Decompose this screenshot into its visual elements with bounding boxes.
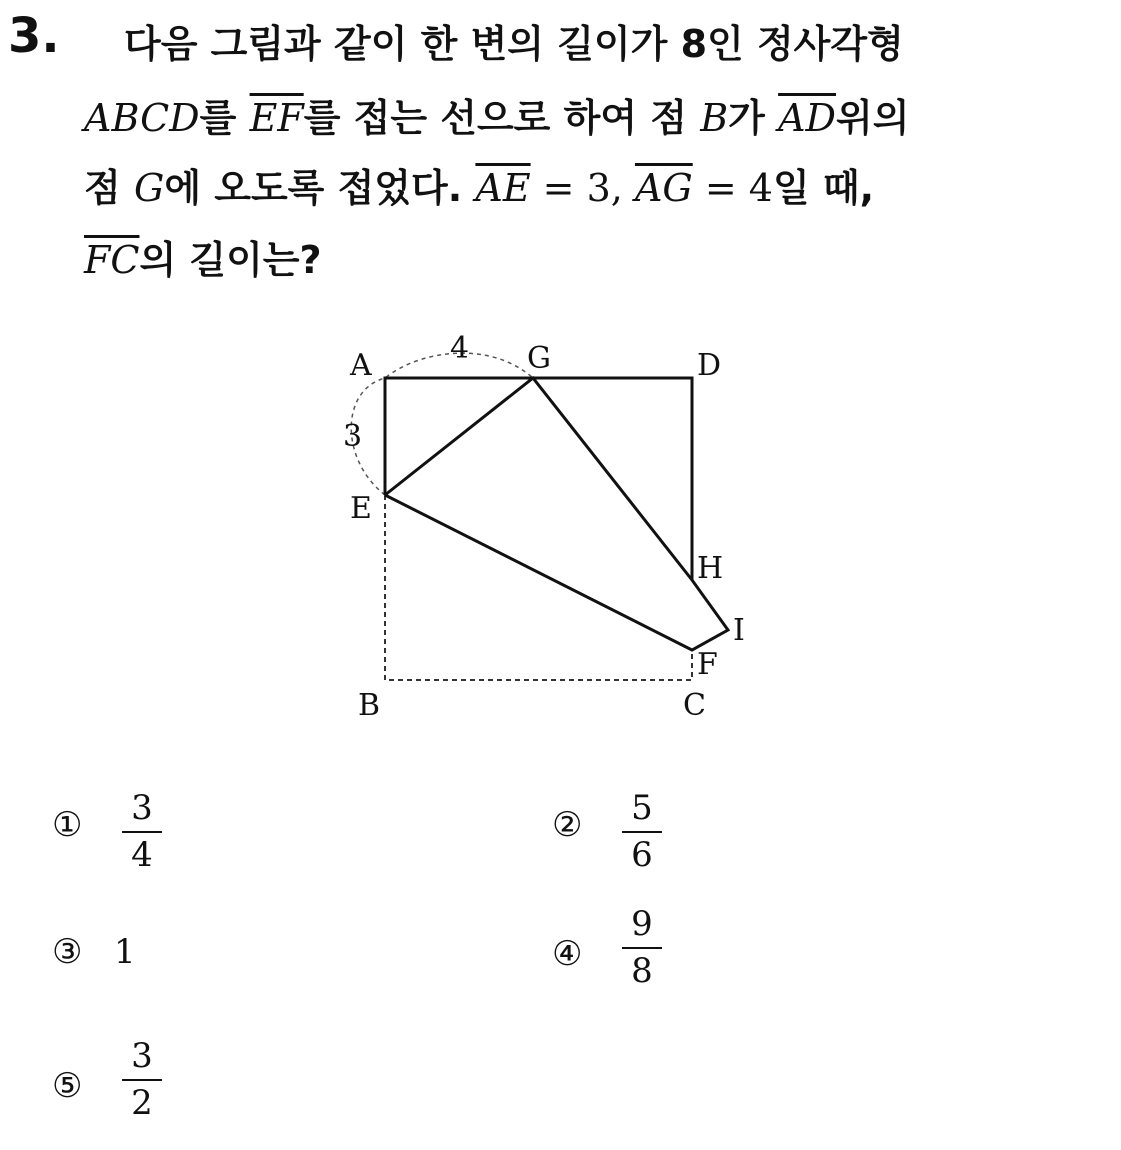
label-e: E [350, 491, 372, 526]
question-line-1: 다음 그림과 같이 한 변의 길이가 8인 정사각형 [124, 22, 904, 66]
square-edges [385, 378, 692, 580]
choice-1[interactable] [52, 790, 252, 880]
fraction [622, 790, 662, 875]
choice-5[interactable] [52, 1038, 252, 1128]
label-h: H [697, 551, 724, 586]
folded-square-figure [300, 320, 780, 740]
choice-2[interactable] [552, 790, 752, 880]
question-line-4 [84, 238, 322, 284]
math-ag-segment: $\overline{AG}$ [634, 166, 693, 210]
label-length-3: 3 [343, 419, 363, 454]
text-segment: 를 [199, 96, 250, 140]
fraction [122, 790, 162, 875]
label-g: G [527, 341, 551, 376]
numerator: 3 [131, 788, 153, 828]
text-segment: 점 [84, 166, 134, 210]
fraction [622, 906, 662, 991]
math-ef-segment: $\overline{EF}$ [249, 96, 304, 140]
text-segment: 위의 [836, 96, 910, 140]
text-segment: 가 [728, 96, 779, 140]
label-length-4: 4 [450, 331, 470, 366]
fraction-bar [122, 1079, 162, 1081]
question-line-2 [84, 96, 909, 142]
question-number: 3. [8, 8, 60, 64]
label-c: C [683, 688, 706, 723]
choice-marker: ⑤ [52, 1066, 83, 1106]
fraction-bar [622, 831, 662, 833]
denominator: 2 [131, 1083, 153, 1124]
math-g: G [133, 166, 165, 210]
choice-marker: ② [552, 805, 583, 845]
math-ae-segment: $\overline{AE}$ [475, 166, 531, 210]
choice-3[interactable] [52, 932, 252, 982]
fraction-bar [122, 831, 162, 833]
math-ad-segment: $\overline{AD}$ [778, 96, 837, 140]
text-segment: 에 오도록 접었다. [164, 166, 476, 210]
label-b: B [358, 688, 381, 723]
math-equals-3: = 3, [530, 166, 635, 210]
choice-4[interactable] [552, 906, 752, 996]
fold-edges [385, 378, 728, 650]
dashed-arc [351, 353, 533, 495]
label-d: D [697, 348, 722, 383]
label-f: F [697, 647, 718, 682]
choice-marker: ③ [52, 932, 83, 972]
fraction-bar [622, 947, 662, 949]
choice-marker: ④ [552, 934, 583, 974]
label-a: A [350, 348, 372, 383]
fraction [122, 1038, 162, 1123]
text-segment: 의 길이는? [139, 238, 322, 282]
choice-marker: ① [52, 805, 83, 845]
denominator: 8 [631, 951, 653, 992]
text-segment: 일 때, [772, 166, 875, 210]
math-abcd: ABCD [84, 96, 200, 140]
numerator: 9 [631, 904, 653, 944]
denominator: 4 [131, 835, 153, 876]
numerator: 3 [131, 1036, 153, 1076]
math-equals-4: = 4 [692, 166, 773, 210]
math-b: B [700, 96, 729, 140]
numerator: 5 [631, 788, 653, 828]
label-i: I [733, 613, 745, 648]
question-line-3 [84, 166, 874, 212]
choice-value: 1 [114, 932, 136, 972]
math-fc-segment: $\overline{FC}$ [84, 238, 140, 282]
denominator: 6 [631, 835, 653, 876]
text-segment: 를 접는 선으로 하여 점 [303, 96, 701, 140]
